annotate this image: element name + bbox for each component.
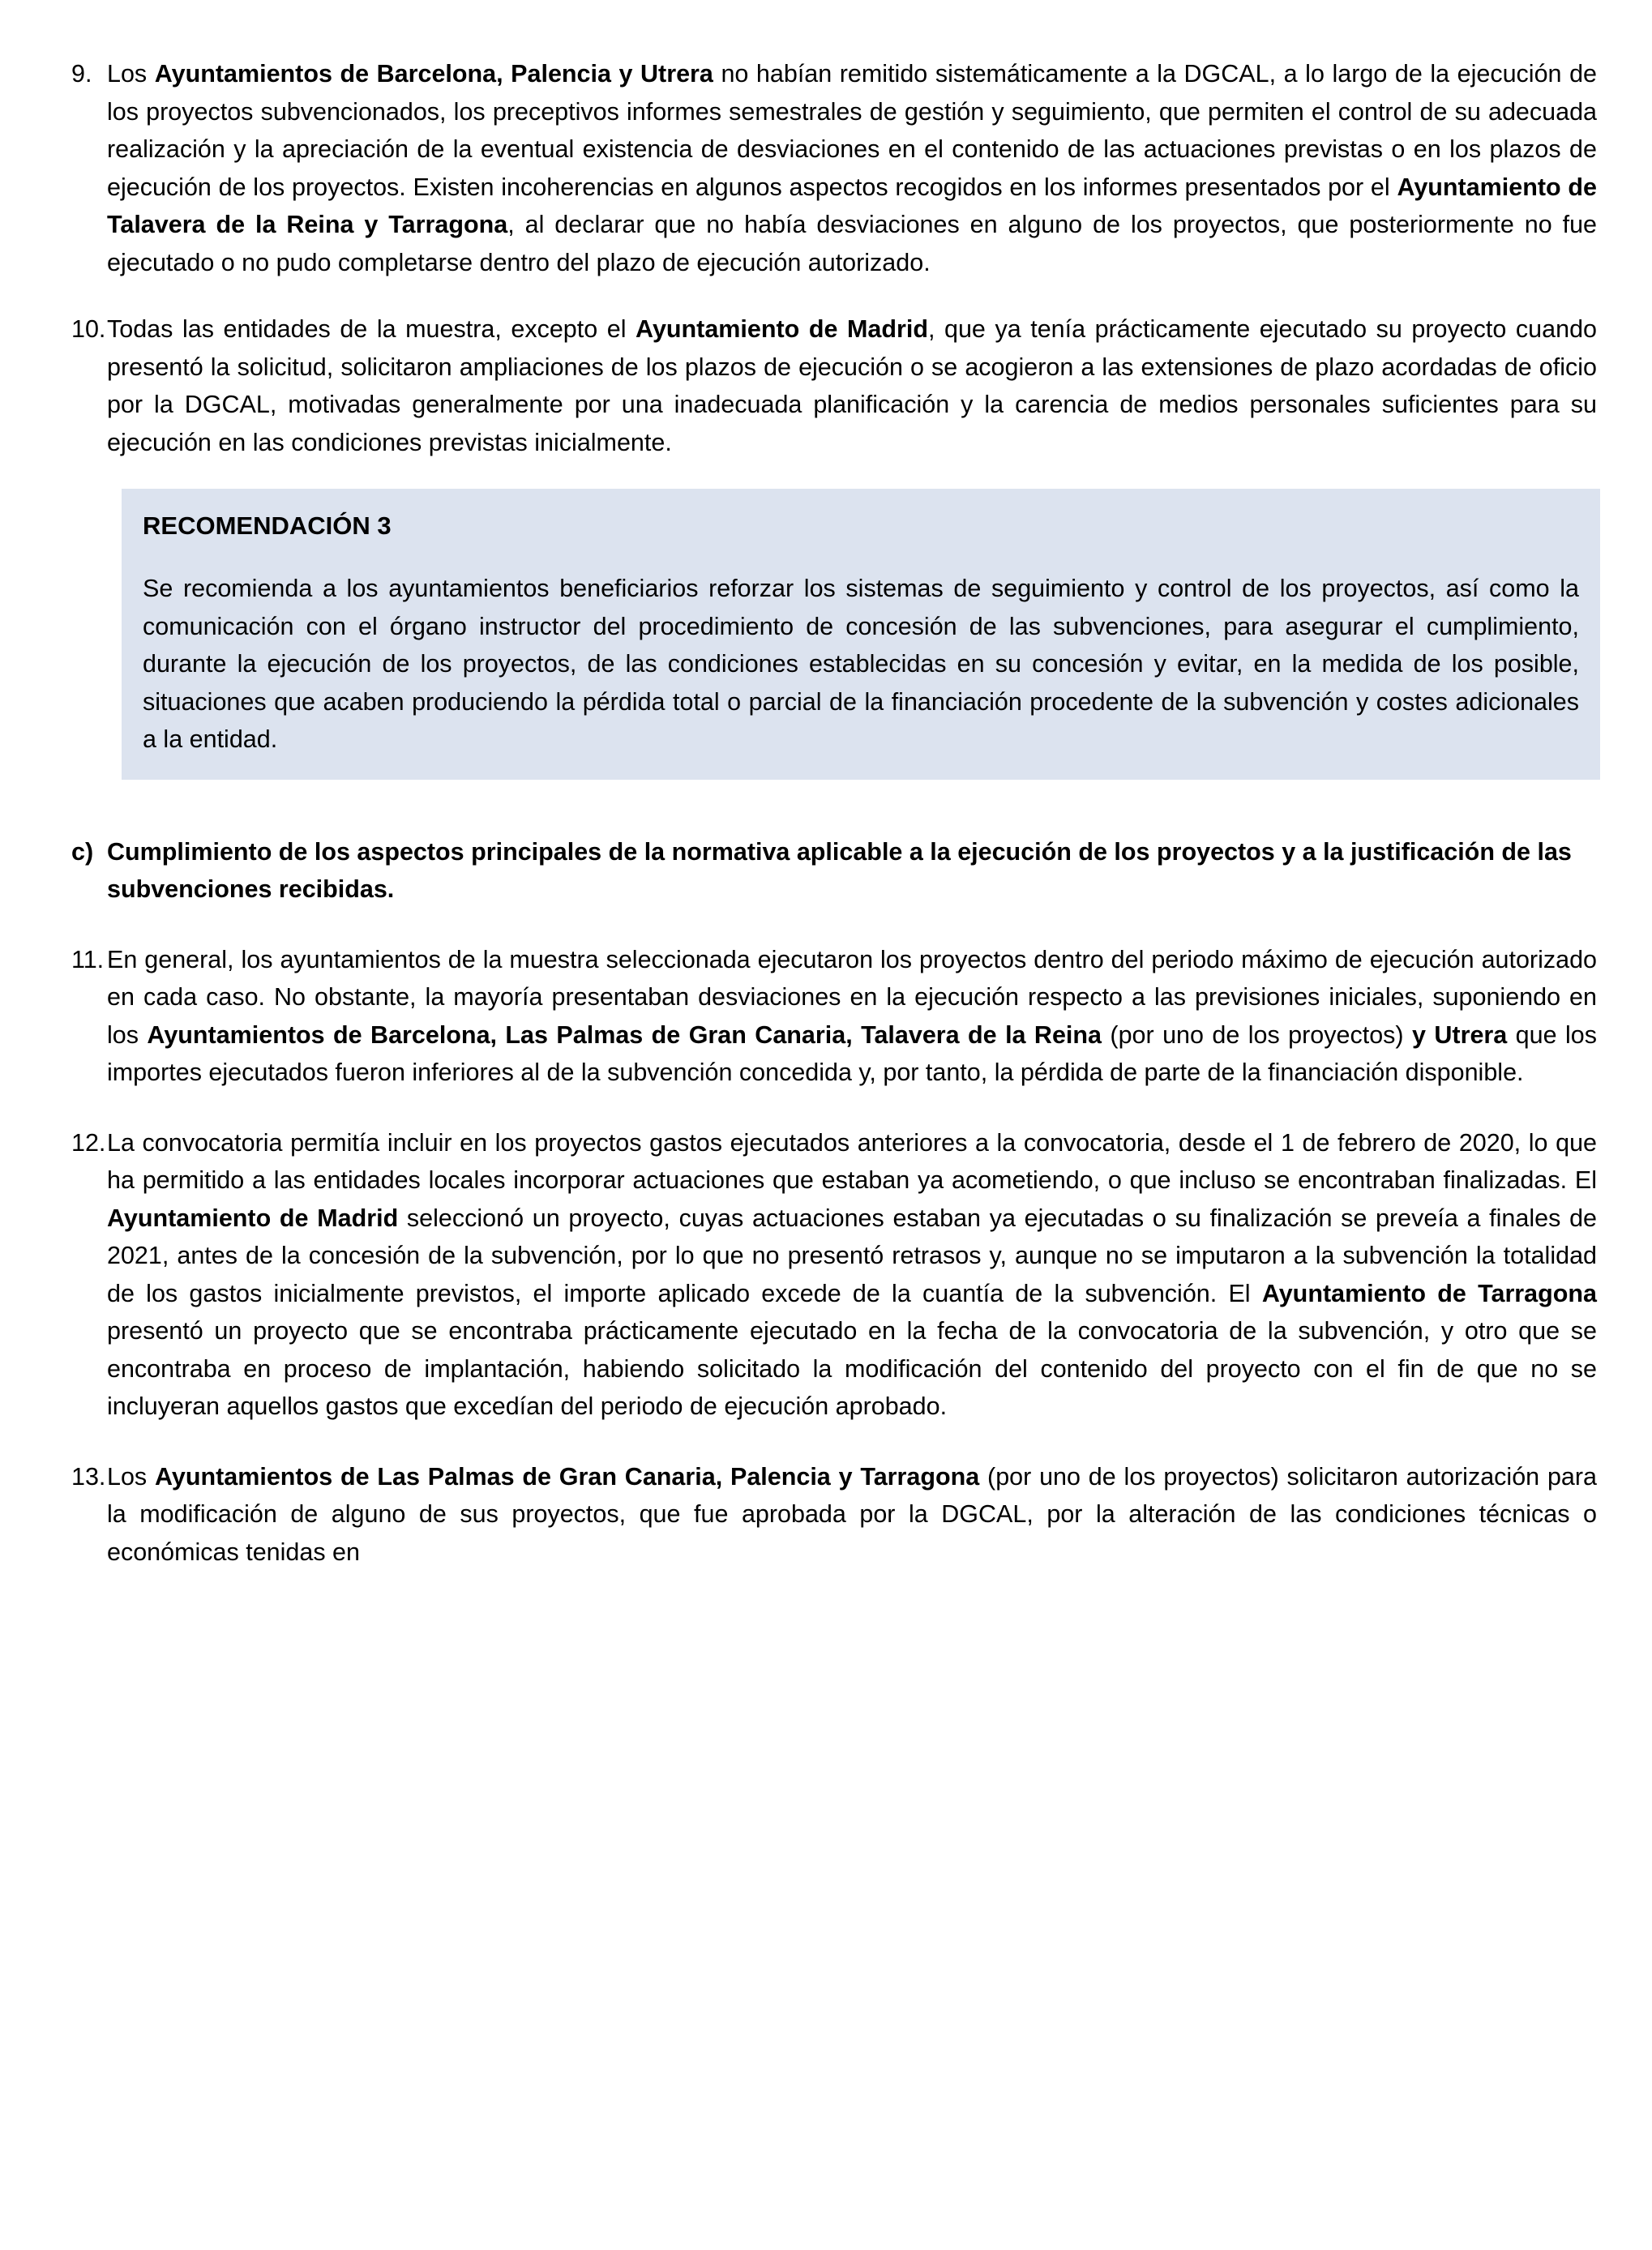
numbered-paragraph-11 bbox=[53, 941, 1599, 1092]
list-marker-12: 12. bbox=[71, 1128, 106, 1157]
paragraph-text-10: Todas las entidades de la muestra, excepto el Ayuntamiento de Madrid, que ya tenía prácticamente ejecutado su proyecto cuando presentó la solicitud, solicitaron ampliaciones de los plazos de ejecución o se acogieron a las extensiones de plazo acordadas de oficio por la DGCAL, motivadas generalmente por una inadecuada planificación y la carencia de medios personales suficientes para su ejecución en las condiciones previstas inicialmente. bbox=[107, 315, 1597, 456]
paragraph-text-12: La convocatoria permitía incluir en los proyectos gastos ejecutados anteriores a la convocatoria, desde el 1 de febrero de 2020, lo que ha permitido a las entidades locales incorporar actuaciones que estaban ya acometiendo, o que incluso se encontraban finalizadas. El Ayuntamiento de Madrid seleccionó un proyecto, cuyas actuaciones estaban ya ejecutadas o su finalización se preveía a finales de 2021, antes de la concesión de la subvención, por lo que no presentó retrasos y, aunque no se imputaron a la subvención la totalidad de los gastos inicialmente previstos, el importe aplicado excede de la cuantía de la subvención. El Ayuntamiento de Tarragona presentó un proyecto que se encontraba prácticamente ejecutado en la fecha de la convocatoria de la subvención, y otro que se encontraba en proceso de implantación, habiendo solicitado la modificación del contenido del proyecto con el fin de que no se incluyeran aquellos gastos que excedían del periodo de ejecución aprobado. bbox=[107, 1128, 1597, 1420]
paragraph-text-9: Los Ayuntamientos de Barcelona, Palencia y Utrera no habían remitido sistemáticamente a la DGCAL, a lo largo de la ejecución de los proyectos subvencionados, los preceptivos informes semestrales de gestión y seguimiento, que permiten el control de su adecuada realización y la apreciación de la eventual existencia de desviaciones en el contenido de las actuaciones previstas o en los plazos de ejecución de los proyectos. Existen incoherencias en algunos aspectos recogidos en los informes presentados por el Ayuntamiento de Talavera de la Reina y Tarragona, al declarar que no había desviaciones en alguno de los proyectos, que posteriormente no fue ejecutado o no pudo completarse dentro del plazo de ejecución autorizado. bbox=[107, 60, 1597, 276]
numbered-paragraph-9 bbox=[53, 55, 1599, 281]
list-marker-13: 13. bbox=[71, 1462, 106, 1491]
list-marker-10: 10. bbox=[71, 315, 106, 343]
recommendation-text: Se recomienda a los ayuntamientos beneficiarios reforzar los sistemas de seguimiento y control de los proyectos, así como la comunicación con el órgano instructor del procedimiento de concesión de las subvenciones, para asegurar el cumplimiento, durante la ejecución de los proyectos, de las condiciones establecidas en su concesión y evitar, en la medida de los posible, situaciones que acaben produciendo la pérdida total o parcial de la financiación procedente de la subvención y costes adicionales a la entidad. bbox=[143, 575, 1579, 753]
numbered-paragraph-13 bbox=[53, 1458, 1599, 1572]
list-marker-9: 9. bbox=[71, 60, 92, 88]
recommendation-title: RECOMENDACIÓN 3 bbox=[143, 511, 392, 540]
paragraph-text-11: En general, los ayuntamientos de la muestra seleccionada ejecutaron los proyectos dentro del periodo máximo de ejecución autorizado en cada caso. No obstante, la mayoría presentaban desviaciones en la ejecución respecto a las previsiones iniciales, suponiendo en los Ayuntamientos de Barcelona, Las Palmas de Gran Canaria, Talavera de la Reina (por uno de los proyectos) y Utrera que los importes ejecutados fueron inferiores al de la subvención concedida y, por tanto, la pérdida de parte de la financiación disponible. bbox=[107, 945, 1597, 1086]
section-heading-text-c: Cumplimiento de los aspectos principales de la normativa aplicable a la ejecución de los proyectos y a la justificación de las subvenciones recibidas. bbox=[107, 837, 1572, 903]
paragraph-text-13: Los Ayuntamientos de Las Palmas de Gran Canaria, Palencia y Tarragona (por uno de los proyectos) solicitaron autorización para la modificación de alguno de sus proyectos, que fue aprobada por la DGCAL, por la alteración de las condiciones técnicas o económicas tenidas en bbox=[107, 1462, 1597, 1566]
section-heading-c bbox=[53, 833, 1599, 909]
numbered-paragraph-10 bbox=[53, 310, 1599, 461]
recommendation-box bbox=[122, 489, 1600, 780]
section-marker-c: c) bbox=[71, 837, 94, 866]
numbered-paragraph-12 bbox=[53, 1124, 1599, 1426]
list-marker-11: 11. bbox=[71, 945, 105, 973]
